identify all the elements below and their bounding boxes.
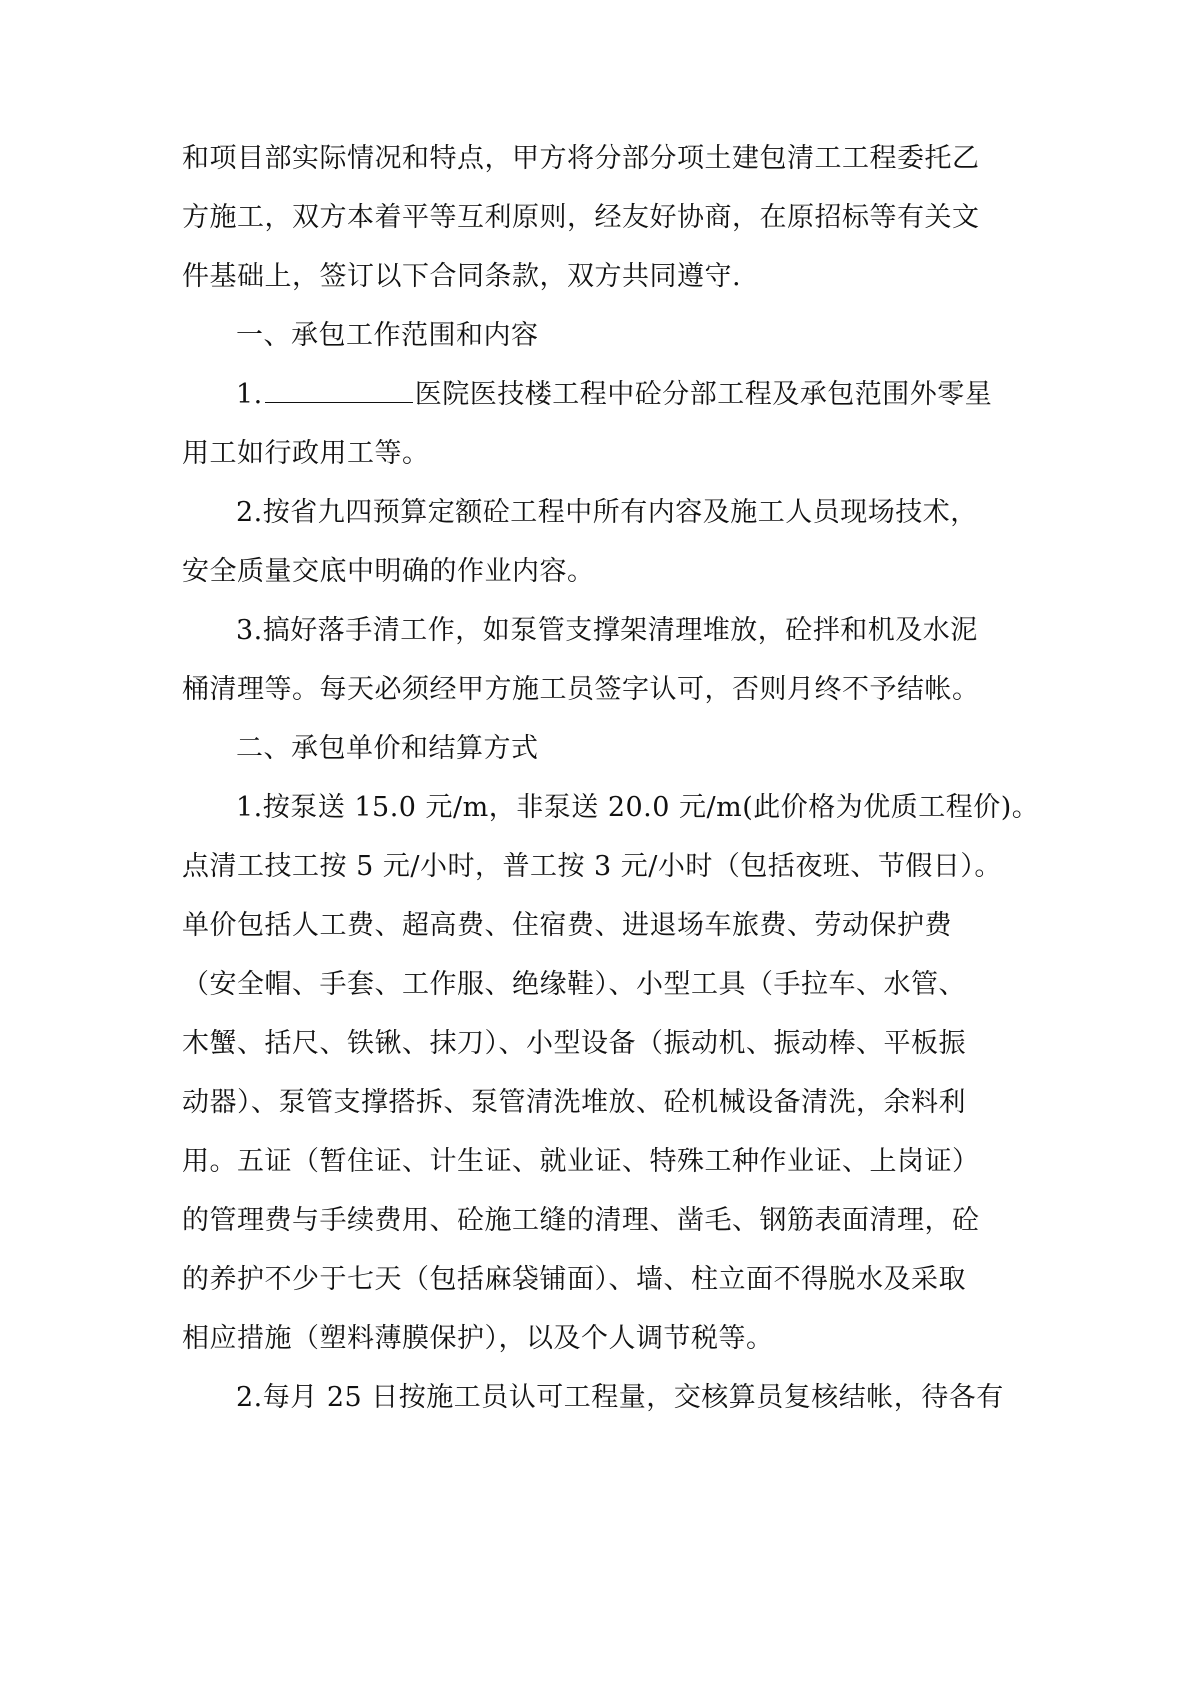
paragraph-line: 动器）、泵管支撑搭拆、泵管清洗堆放、砼机械设备清洗，余料利 <box>182 1087 966 1118</box>
paragraph-line: （安全帽、手套、工作服、绝缘鞋）、小型工具（手拉车、水管、 <box>182 969 966 1000</box>
fill-in-blank <box>265 380 413 403</box>
paragraph-line: 单价包括人工费、超高费、住宿费、进退场车旅费、劳动保护费 <box>182 910 952 941</box>
item-number: 1. <box>236 379 263 410</box>
numbered-item: 2.每月 25 日按施工员认可工程量，交核算员复核结帐，待各有 <box>236 1382 1004 1413</box>
numbered-item: 2.按省九四预算定额砼工程中所有内容及施工人员现场技术， <box>236 497 978 528</box>
section-heading: 一、承包工作范围和内容 <box>236 320 539 351</box>
paragraph-line: 用。五证（暂住证、计生证、就业证、特殊工种作业证、上岗证） <box>182 1146 980 1177</box>
paragraph-line: 方施工，双方本着平等互利原则，经友好协商，在原招标等有关文 <box>182 202 980 233</box>
paragraph-line: 木蟹、括尺、铁锹、抹刀）、小型设备（振动机、振动棒、平板振 <box>182 1028 966 1059</box>
paragraph-line: 相应措施（塑料薄膜保护），以及个人调节税等。 <box>182 1323 774 1354</box>
paragraph-line: 和项目部实际情况和特点，甲方将分部分项土建包清工工程委托乙 <box>182 143 980 174</box>
numbered-item <box>236 378 992 412</box>
numbered-item: 1.按泵送 15.0 元/m，非泵送 20.0 元/m(此价格为优质工程价)。 <box>236 792 1040 823</box>
paragraph-line: 件基础上，签订以下合同条款，双方共同遵守. <box>182 261 742 292</box>
paragraph-line: 的管理费与手续费用、砼施工缝的清理、凿毛、钢筋表面清理，砼 <box>182 1205 980 1236</box>
section-heading: 二、承包单价和结算方式 <box>236 733 539 764</box>
paragraph-line: 点清工技工按 5 元/小时，普工按 3 元/小时（包括夜班、节假日）。 <box>182 851 1002 882</box>
item-text: 医院医技楼工程中砼分部工程及承包范围外零星 <box>414 379 993 410</box>
paragraph-line: 安全质量交底中明确的作业内容。 <box>182 556 595 587</box>
paragraph-line: 用工如行政用工等。 <box>182 438 430 469</box>
paragraph-line: 桶清理等。每天必须经甲方施工员签字认可，否则月终不予结帐。 <box>182 674 980 705</box>
numbered-item: 3.搞好落手清工作，如泵管支撑架清理堆放，砼拌和机及水泥 <box>236 615 978 646</box>
paragraph-line: 的养护不少于七天（包括麻袋铺面）、墙、柱立面不得脱水及采取 <box>182 1264 966 1295</box>
